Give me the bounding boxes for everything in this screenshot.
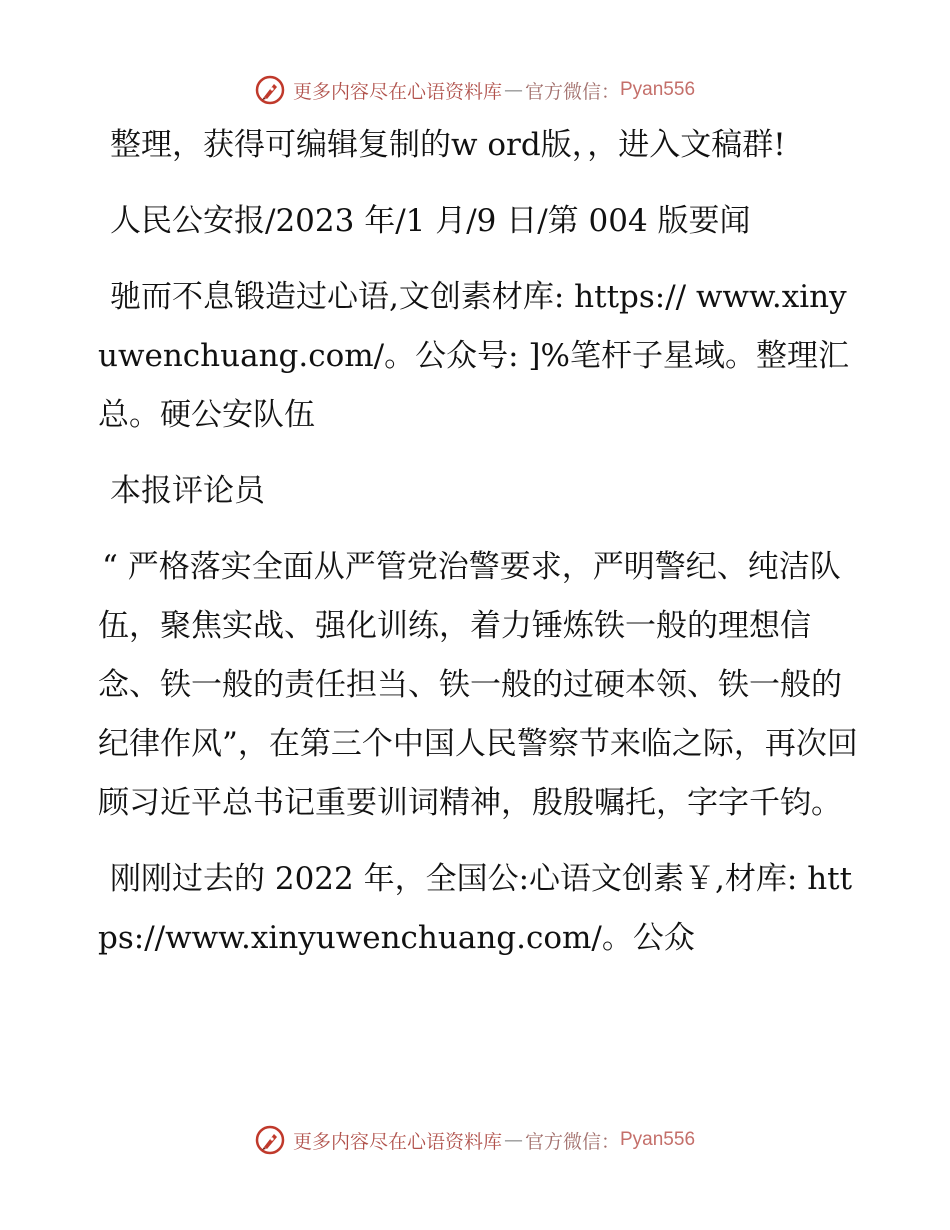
paragraph-byline: 本报评论员: [110, 473, 265, 509]
document-body: [98, 116, 858, 985]
banner-wechat-label: 官方微信：: [524, 1130, 620, 1153]
paragraph-headline: 驰而不息锻造过心语,文创素材库: https:// www.xinyuwenchuang.com/。公众号: ]%笔杆子星域。整理汇总。硬公安队伍: [98, 279, 849, 433]
banner-main-text: 更多内容尽在心语资料库: [292, 1130, 502, 1153]
pen-nib-logo-icon: [255, 1125, 285, 1155]
banner-wechat-id: Pyan556: [620, 1129, 696, 1150]
header-banner: [0, 70, 950, 110]
paragraph-body: 刚刚过去的 2022 年，全国公:心语文创素￥,材库: https://www.xinyuwenchuang.com/。公众: [98, 861, 853, 956]
banner-wechat-id: Pyan556: [620, 79, 696, 100]
paragraph-quote: “ 严格落实全面从严管党治警要求，严明警纪、纯洁队伍，聚焦实战、强化训练，着力锤炼铁一般的理想信念、铁一般的责任担当、铁一般的过硬本领、铁一般的纪律作风”，在第三个中国人民警察节来临之际，再次回顾习近平总书记重要训词精神，殷殷嘱托，字字千钧。: [98, 549, 858, 821]
banner-separator: —: [503, 79, 523, 101]
paragraph-intro: 整理，获得可编辑复制的w ord版，，进入文稿群!: [110, 127, 786, 163]
pen-nib-logo-icon: [255, 75, 285, 105]
paragraph-source-line: 人民公安报/2023 年/1 月/9 日/第 004 版要闻: [110, 203, 751, 239]
banner-wechat-label: 官方微信：: [524, 80, 620, 103]
footer-banner: [0, 1120, 950, 1160]
banner-separator: —: [503, 1129, 523, 1151]
banner-main-text: 更多内容尽在心语资料库: [292, 80, 502, 103]
